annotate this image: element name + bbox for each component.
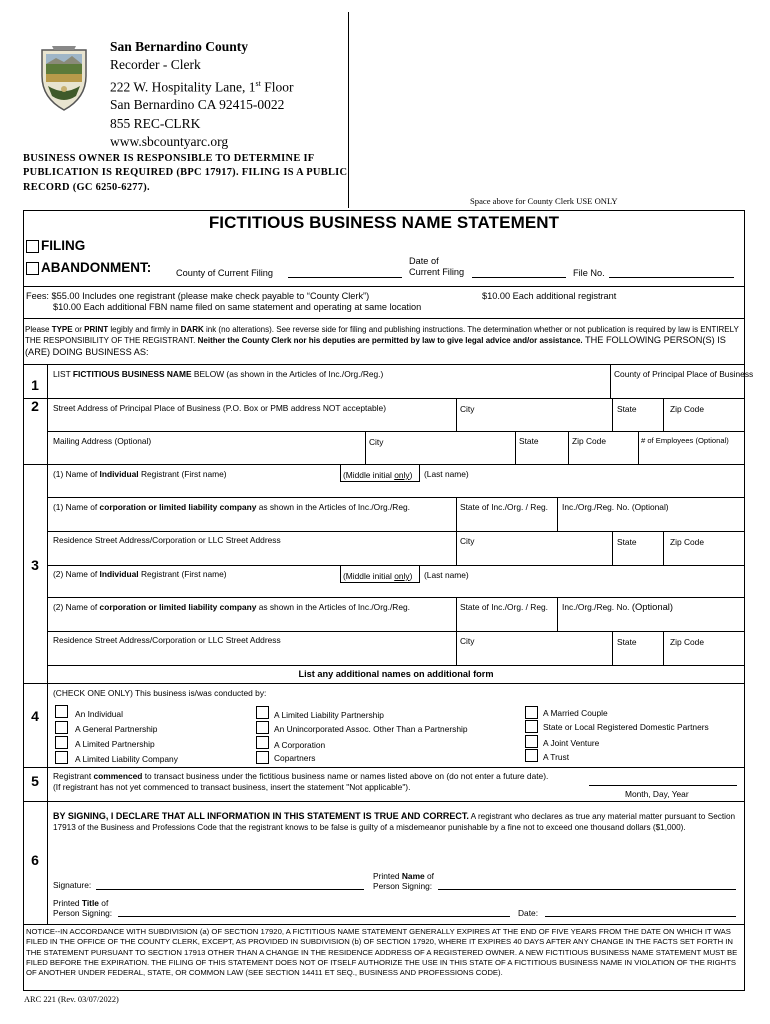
- option-copartners-label: Copartners: [274, 753, 316, 763]
- option-trust-checkbox[interactable]: [525, 749, 538, 762]
- res-state-2-label: State: [617, 637, 637, 647]
- option-domestic-partners-checkbox[interactable]: [525, 720, 538, 733]
- option-llp-checkbox[interactable]: [256, 706, 269, 719]
- printed-title-field[interactable]: [118, 916, 510, 917]
- option-llp-label: A Limited Liability Partnership: [274, 710, 384, 720]
- residence-1-label: Residence Street Address/Corporation or LLC Street Address: [53, 535, 281, 545]
- filing-checkbox[interactable]: [26, 240, 39, 253]
- city-label: City: [460, 404, 475, 414]
- last-name-1-label: (Last name): [424, 469, 469, 479]
- option-corporation-label: A Corporation: [274, 740, 326, 750]
- inc-no-1-label: Inc./Org./Reg. No. (Optional): [562, 502, 669, 512]
- commenced-line-1: Registrant commenced to transact business under the fictitious business name or names listed above on (do not enter a future date).: [53, 771, 549, 781]
- option-limited-partnership-label: A Limited Partnership: [75, 739, 155, 749]
- county-filing-label: County of Current Filing: [176, 268, 274, 278]
- inc-no-2-label: Inc./Org./Reg. No. (Optional): [562, 601, 673, 612]
- filing-label: FILING: [41, 238, 86, 253]
- option-individual-label: An Individual: [75, 709, 123, 719]
- date-field[interactable]: [545, 916, 736, 917]
- section-4-number: 4: [31, 708, 39, 724]
- publication-notice: BUSINESS OWNER IS RESPONSIBLE TO DETERMINE IF PUBLICATION IS REQUIRED (BPC 17917). FILING IS A PUBLIC RECORD (GC 6250-6277).: [23, 153, 348, 193]
- section-6-number: 6: [31, 852, 39, 868]
- option-married-couple-checkbox[interactable]: [525, 706, 538, 719]
- office-address: 222 W. Hospitality Lane, 1st Floor: [110, 78, 294, 95]
- option-general-partnership-checkbox[interactable]: [55, 721, 68, 734]
- res-zip-2-label: Zip Code: [670, 637, 704, 647]
- signature-field[interactable]: [96, 889, 364, 890]
- residence-2-label: Residence Street Address/Corporation or LLC Street Address: [53, 635, 281, 645]
- option-llc-label: A Limited Liability Company: [75, 754, 178, 764]
- date-filing-label: Date of Current Filing: [409, 256, 465, 278]
- abandonment-label: ABANDONMENT:: [41, 260, 152, 275]
- section-3-number: 3: [31, 557, 39, 573]
- file-no-field[interactable]: [609, 277, 734, 278]
- county-filing-field[interactable]: [288, 277, 402, 278]
- option-trust-label: A Trust: [543, 752, 570, 762]
- fbn-label: LIST FICTITIOUS BUSINESS NAME BELOW (as shown in the Articles of Inc./Org./Reg.): [53, 369, 384, 379]
- individual-1-label: (1) Name of Individual Registrant (First name): [53, 469, 227, 479]
- option-individual-checkbox[interactable]: [55, 705, 68, 718]
- office-website[interactable]: www.sbcountyarc.org: [110, 133, 229, 149]
- mailing-address-label: Mailing Address (Optional): [53, 436, 152, 446]
- clerk-use-note: Space above for County Clerk USE ONLY: [470, 196, 618, 206]
- option-llc-checkbox[interactable]: [55, 751, 68, 764]
- last-name-2-label: (Last name): [424, 570, 469, 580]
- form-id: ARC 221 (Rev. 03/07/2022): [24, 995, 119, 1004]
- middle-initial-2-label: (Middle initial only): [343, 571, 413, 581]
- fees-line-2: $10.00 Each additional FBN name filed on same statement and operating at same location: [53, 302, 422, 312]
- check-one-label: (CHECK ONE ONLY) This business is/was conducted by:: [53, 688, 267, 698]
- option-copartners-checkbox[interactable]: [256, 751, 269, 764]
- printed-name-field[interactable]: [438, 889, 736, 890]
- mailing-city-label: City: [369, 437, 384, 447]
- option-unincorporated-checkbox[interactable]: [256, 721, 269, 734]
- individual-2-label: (2) Name of Individual Registrant (First name): [53, 569, 227, 579]
- date-filing-field[interactable]: [472, 277, 566, 278]
- date-label: Date:: [518, 908, 539, 918]
- option-unincorporated-label: An Unincorporated Assoc. Other Than a Partnership: [274, 724, 468, 734]
- section-2-number: 2: [31, 398, 39, 414]
- employees-label: # of Employees (Optional): [641, 436, 729, 445]
- commenced-line-2: (If registrant has not yet commenced to transact business, insert the statement "Not applicable").: [53, 782, 411, 792]
- option-corporation-checkbox[interactable]: [256, 736, 269, 749]
- commenced-date-field[interactable]: [589, 785, 737, 786]
- res-city-1-label: City: [460, 536, 475, 546]
- section-1-number: 1: [31, 377, 39, 393]
- office-phone: 855 REC-CLRK: [110, 115, 201, 131]
- section-5-number: 5: [31, 773, 39, 789]
- option-joint-venture-checkbox[interactable]: [525, 735, 538, 748]
- printed-title-label: Printed Title of Person Signing:: [53, 898, 113, 919]
- county-name: San Bernardino County: [110, 39, 249, 54]
- state-inc-2-label: State of Inc./Org. / Reg.: [460, 602, 548, 612]
- form-title: FICTITIOUS BUSINESS NAME STATEMENT: [208, 213, 560, 232]
- mailing-zip-label: Zip Code: [572, 436, 606, 446]
- fees-line-1: Fees: $55.00 Includes one registrant (please make check payable to “County Clerk”): [26, 291, 370, 301]
- option-general-partnership-label: A General Partnership: [75, 724, 158, 734]
- county-seal: [38, 42, 90, 112]
- option-joint-venture-label: A Joint Venture: [543, 738, 600, 748]
- res-city-2-label: City: [460, 636, 475, 646]
- zip-label: Zip Code: [670, 404, 704, 414]
- option-domestic-partners-label: State or Local Registered Domestic Partners: [543, 722, 709, 732]
- commenced-date-label: Month, Day, Year: [625, 789, 689, 799]
- corporation-2-label: (2) Name of corporation or limited liability company as shown in the Articles of Inc./Org./Reg.: [53, 602, 410, 612]
- additional-names-note: List any additional names on additional form: [298, 669, 494, 679]
- abandonment-checkbox[interactable]: [26, 262, 39, 275]
- office-city: San Bernardino CA 92415-0022: [110, 97, 285, 113]
- option-limited-partnership-checkbox[interactable]: [55, 736, 68, 749]
- fees-additional: $10.00 Each additional registrant: [482, 291, 617, 301]
- office-name: Recorder - Clerk: [110, 57, 201, 73]
- option-married-couple-label: A Married Couple: [543, 708, 608, 718]
- state-inc-1-label: State of Inc./Org. / Reg.: [460, 502, 548, 512]
- signature-label: Signature:: [53, 880, 92, 890]
- printed-name-label: Printed Name of Person Signing:: [373, 871, 434, 892]
- corporation-1-label: (1) Name of corporation or limited liability company as shown in the Articles of Inc./Org./Reg.: [53, 502, 410, 512]
- file-no-label: File No.: [573, 268, 605, 278]
- street-address-label: Street Address of Principal Place of Business (P.O. Box or PMB address NOT acceptable): [53, 403, 386, 413]
- mailing-state-label: State: [519, 436, 539, 446]
- county-principal-label: County of Principal Place of Business: [614, 369, 754, 379]
- middle-initial-1-label: (Middle initial only): [343, 470, 413, 480]
- res-zip-1-label: Zip Code: [670, 537, 704, 547]
- declaration-text: BY SIGNING, I DECLARE THAT ALL INFORMATION IN THIS STATEMENT IS TRUE AND CORRECT. A registrant who declares as true any material matter pursuant to Section 17913 of the Business and Professions Code that the registrant knows to be false is guilty of a misdemeanor punishable by a fine not to exceed one thousand dollars ($1,000).: [53, 811, 736, 832]
- res-state-1-label: State: [617, 537, 637, 547]
- instructions: Please TYPE or PRINT legibly and firmly in DARK ink (no alterations). See reverse side for filing and publishing instructions. The determination whether or not publication is required by law is ENTIRELY THE RESPONSIBILITY OF THE REGISTRANT. Neither the County Clerk nor his deputies are permitted by law to give legal advice and/or assistance. THE FOLLOWING PERSON(S) IS (ARE) DOING BUSINESS AS:: [25, 325, 739, 357]
- expiration-notice: NOTICE--IN ACCORDANCE WITH SUBDIVISION (a) OF SECTION 17920, A FICTITIOUS NAME STATEMENT GENERALLY EXPIRES AT THE END OF FIVE YEARS FROM THE DATE ON WHICH IT WAS FILED IN THE OFFICE OF THE COUNTY CLERK, EXCEPT, AS PROVIDED IN SUBDIVISION (b) OF SECTION 17920, WHERE IT EXPIRES 40 DAYS AFTER ANY CHANGE IN THE FACTS SET FORTH IN THE STATEMENT PURSUANT TO SECTION 17913 OTHER THAN A CHANGE IN THE RESIDENCE ADDRESS OF A REGISTERED OWNER. A NEW FICTITIOUS BUSINESS NAME STATEMENT MUST BE FILED BEFORE THE EXPIRATION. THE FILING OF THIS STATEMENT DOES NOT OF ITSELF AUTHORIZE THE USE IN THIS STATE OF A FICTITIOUS BUSINESS NAME IN VIOLATION OF THE RIGHTS OF ANOTHER UNDER FEDERAL, STATE, OR COMMON LAW (SEE SECTION 14411 ET SEQ., BUSINESS AND PROFESSIONS CODE).: [26, 927, 738, 978]
- state-label: State: [617, 404, 637, 414]
